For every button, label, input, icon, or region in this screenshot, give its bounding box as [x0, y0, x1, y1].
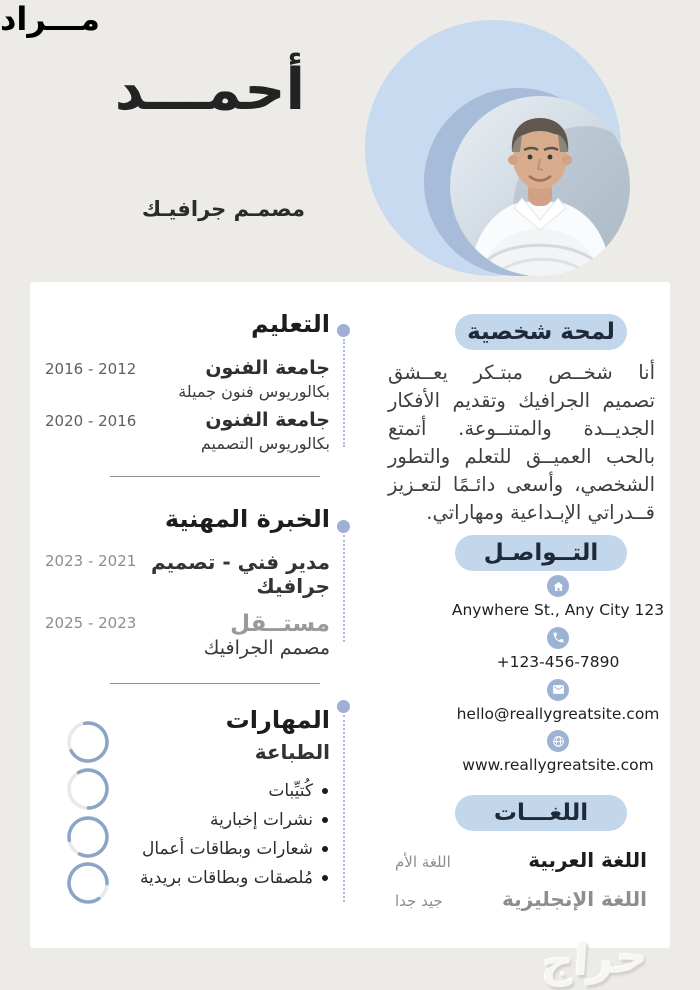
- education-item: [45, 358, 330, 401]
- experience-title: الخبرة المهنية: [164, 504, 330, 533]
- language-row: [395, 887, 647, 911]
- website-text: www.reallygreatsite.com: [462, 756, 654, 775]
- timeline-line-experience: [343, 535, 345, 642]
- site-watermark: حراج: [540, 930, 650, 989]
- contact-item-website: [438, 730, 678, 775]
- phone-icon: [547, 627, 569, 649]
- language-level: جيد جدا: [395, 892, 443, 910]
- profile-summary: أنا شخــص مبتـكر يعــشق تصميم الجرافيك وتقديم الأفكار الجديــدة والمتنــوعة. أتمتع بالحب العميــق للتعلم والتطور الشخصي، وأسعى دائـمًا لتعـزيز قــدراتي الإبـداعية ومهاراتي.: [388, 361, 655, 524]
- name-block: [115, 58, 305, 124]
- contact-item-email: [438, 679, 678, 724]
- profile-photo: [450, 96, 630, 276]
- timeline-line-skills: [343, 715, 345, 902]
- timeline-dot-skills: [337, 700, 350, 713]
- skill-item: نشرات إخبارية: [115, 810, 330, 831]
- education-title: التعليم: [251, 310, 330, 338]
- language-row: [395, 848, 647, 872]
- home-icon: [547, 575, 569, 597]
- contact-section-title: التــواصـل: [455, 535, 627, 571]
- language-name: اللغة العربية: [528, 848, 647, 872]
- last-name: مـــراد: [0, 0, 100, 38]
- contact-item-address: [438, 575, 678, 620]
- education-dates: 2012 - 2016: [45, 359, 137, 378]
- skills-category: الطباعة: [254, 739, 330, 764]
- profile-section-title: لمحة شخصية: [455, 314, 627, 350]
- resume-card: [30, 282, 670, 948]
- experience-dates: 2021 - 2023: [45, 551, 137, 570]
- skills-title: المهارات: [225, 705, 330, 734]
- language-level: اللغة الأم: [395, 853, 451, 871]
- timeline-dot-experience: [337, 520, 350, 533]
- job-role: مستــقل: [230, 610, 330, 637]
- experience-item: [45, 550, 330, 598]
- degree-name: بكالوريوس التصميم: [200, 433, 330, 453]
- education-dates: 2016 - 2020: [45, 411, 137, 430]
- experience-item: [45, 612, 330, 637]
- experience-dates: 2023 - 2025: [45, 613, 137, 632]
- email-text: hello@reallygreatsite.com: [456, 704, 660, 723]
- skill-item: كُتيِّبات: [115, 781, 330, 802]
- skill-ring: [66, 767, 110, 811]
- school-name: جامعة الفنون: [205, 356, 330, 379]
- school-name: جامعة الفنون: [205, 408, 330, 431]
- skill-item: شعارات وبطاقات أعمال: [115, 839, 330, 860]
- skill-item: مُلصقات وبطاقات بريدية: [115, 868, 330, 889]
- skill-ring: [66, 861, 110, 905]
- section-divider: [110, 683, 320, 684]
- job-company: مصمم الجرافيك: [203, 636, 330, 659]
- globe-icon: [547, 730, 569, 752]
- man-portrait-illustration: [450, 96, 630, 276]
- contact-item-phone: [438, 627, 678, 672]
- contact-list: [438, 575, 678, 782]
- sidebar: [388, 282, 665, 948]
- education-item: [45, 410, 330, 453]
- first-name: أحمـــد: [114, 57, 305, 123]
- phone-text: +123-456-7890: [496, 652, 620, 671]
- section-divider: [110, 476, 320, 477]
- skill-ring: [66, 720, 110, 764]
- degree-name: بكالوريوس فنون جميلة: [178, 381, 330, 401]
- job-role: مدير فني - تصميم جرافيك: [150, 549, 330, 598]
- skills-list: [115, 781, 330, 890]
- email-icon: [547, 679, 569, 701]
- timeline-dot-education: [337, 324, 350, 337]
- languages-list: [395, 848, 647, 926]
- skill-ring: [66, 815, 110, 859]
- timeline-line-education: [343, 339, 345, 447]
- language-name: اللغة الإنجليزية: [502, 887, 647, 911]
- address-text: Anywhere St., Any City 123: [451, 601, 665, 619]
- languages-section-title: اللغـــات: [455, 795, 627, 831]
- job-title: مصمـم جرافيـك: [141, 197, 305, 221]
